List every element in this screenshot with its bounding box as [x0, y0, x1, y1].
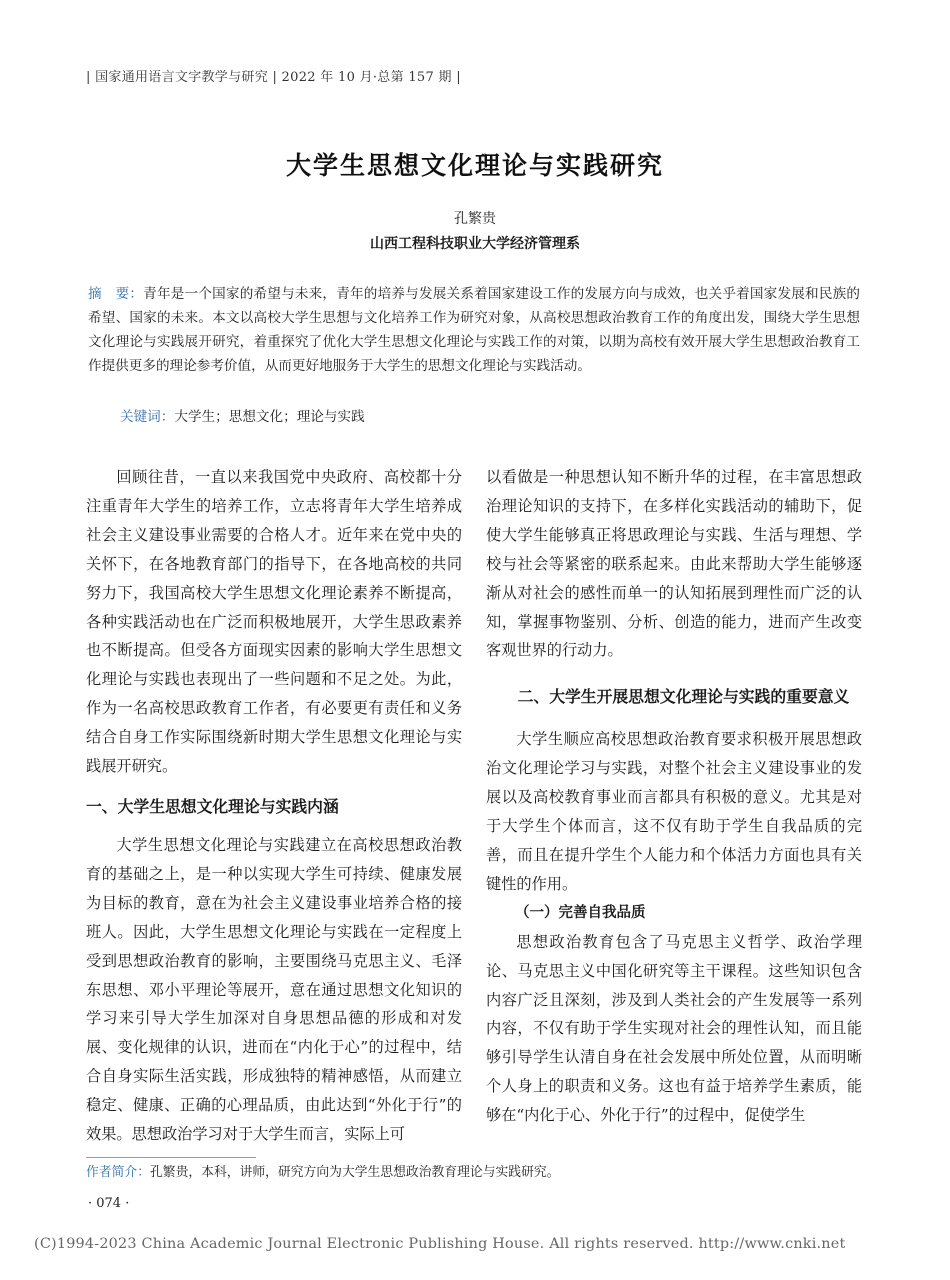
section-2-paragraph: 大学生顺应高校思想政治教育要求积极开展思想政治文化理论学习与实践，对整个社会主义建设事业的发展以及高校教育事业而言都具有积极的意义。尤其是对于大学生个体而言，这不仅有助于学生自我品质的完善，而且在提升学生个人能力和个体活力方面也具有关键性的作用。 — [486, 730, 862, 893]
abstract-label: 摘 要： — [88, 286, 144, 302]
abstract-text: 青年是一个国家的希望与未来，青年的培养与发展关系着国家建设工作的发展方向与成效，也关乎着国家发展和民族的希望、国家的未来。本文以高校大学生思想与文化培养工作为研究对象，从高校思想政治教育工作的角度出发，围绕大学生思想文化理论与实践展开研究，着重探究了优化大学生思想文化理论与实践工作的对策，以期为高校有效开展大学生思想政治教育工作提供更多的理论参考价值，从而更好地服务于大学生的思想文化理论与实践活动。 — [88, 286, 861, 374]
section-1-paragraph: 大学生思想文化理论与实践建立在高校思想政治教育的基础之上，是一种以实现大学生可持续、健康发展为目标的教育，意在为社会主义建设事业培养合格的接班人。因此，大学生思想文化理论与实践在一定程度上受到思想政治教育的影响，主要围绕马克思主义、毛泽东思想、邓小平理论等展开，意在通过思想文化知识的学习来引导大学生加深对自身思想品德的形成和对发展、变化规律的认识，进而在“内化于心”的过程中，结合自身实际生活实践，形成独特的精神感悟，从而建立稳定、健康、正确的心理品质，由此达到“外化于行”的效果。思想政治学习对于大学生而言，实际上可 — [86, 835, 462, 1144]
footnote-label: 作者简介： — [86, 1165, 150, 1180]
intro-paragraph: 回顾往昔，一直以来我国党中央政府、高校都十分注重青年大学生的培养工作，立志将青年大学生培养成社会主义建设事业需要的合格人才。近年来在党中央的关怀下，在各地教育部门的指导下，在各地高校的共同努力下，我国高校大学生思想文化理论素养不断提高，各种实践活动也在广泛而积极地展开，大学生思政素养也不断提高。但受各方面现实因素的影响大学生思想文化理论与实践也表现出了一些问题和不足之处。为此，作为一名高校思政教育工作者，有必要更有责任和义务结合自身工作实际围绕新时期大学生思想文化理论与实践展开研究。 — [86, 468, 462, 776]
author-name: 孔繁贵 — [454, 211, 496, 227]
author-bio-footnote — [86, 1161, 559, 1180]
copyright-line: (C)1994-2023 China Academic Journal Electronic Publishing House. All rights reserved. http://www.cnki.net — [34, 1236, 846, 1252]
page-number: · 074 · — [88, 1196, 130, 1211]
subsection-1-paragraph: 思想政治教育包含了马克思主义哲学、政治学理论、马克思主义中国化研究等主干课程。这些知识包含内容广泛且深刻，涉及到人类社会的产生发展等一系列内容，不仅有助于学生实现对社会的理性认知，而且能够引导学生认清自身在社会发展中所处位置，从而明晰个人身上的职责和义务。这也有益于培养学生素质，能够在“内化于心、外化于行”的过程中，促使学生 — [486, 932, 862, 1125]
subsection-heading-1: （一）完善自我品质 — [515, 904, 646, 921]
abstract — [88, 282, 860, 378]
footnote-divider — [86, 1157, 256, 1158]
section-heading-2: 二、大学生开展思想文化理论与实践的重要意义 — [517, 687, 850, 707]
left-column — [86, 463, 462, 1149]
footnote-text: 孔繁贵，本科，讲师，研究方向为大学生思想政治教育理论与实践研究。 — [149, 1165, 560, 1180]
keywords-label: 关键词： — [120, 409, 175, 425]
right-column — [486, 463, 862, 1130]
section-1-continued: 以看做是一种思想认知不断升华的过程，在丰富思想政治理论知识的支持下，在多样化实践活动的辅助下，促使大学生能够真正将思政理论与实践、生活与理想、学校与社会等紧密的联系起来。由此来帮助大学生能够逐渐从对社会的感性而单一的认知拓展到理性而广泛的认知，掌握事物鉴别、分析、创造的能力，进而产生改变客观世界的行动力。 — [486, 468, 862, 660]
keywords — [120, 405, 365, 425]
paper-title: 大学生思想文化理论与实践研究 — [285, 151, 664, 180]
author-affiliation: 山西工程科技职业大学经济管理系 — [370, 236, 580, 252]
section-heading-1: 一、大学生思想文化理论与实践内涵 — [86, 796, 339, 816]
keywords-text: 大学生；思想文化；理论与实践 — [174, 409, 365, 425]
journal-header: | 国家通用语言文字教学与研究 | 2022 年 10 月·总第 157 期 | — [86, 70, 461, 85]
